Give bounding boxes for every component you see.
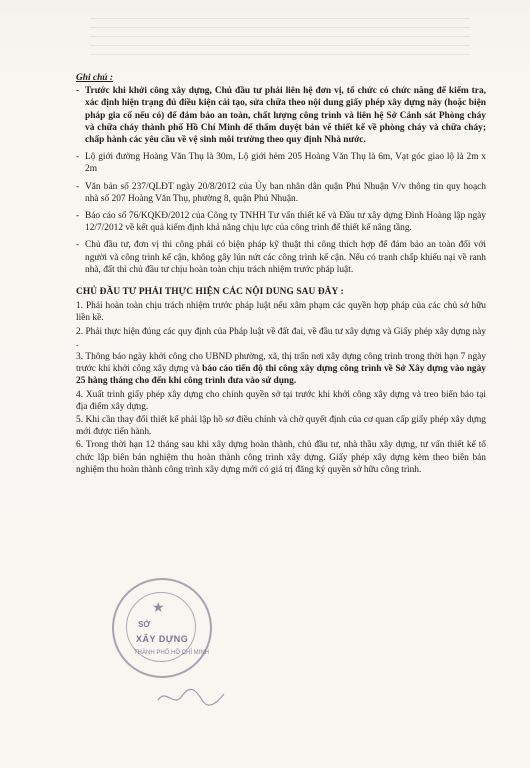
requirement-text: Trong thời hạn 12 tháng sau khi xây dựng hoàn thành, chủ đầu tư, nhà thầu xây dựng, tư vấn thiết kế tổ chức lập biên bản nghiệm thu hoàn thành công trình xây dựng. Giấy phép xây dựng kèm theo biên bản nghiệm thu hoàn thành công trình xây dựng mới có giá trị đăng ký quyền sở hữu công trình. — [76, 440, 486, 475]
note-item-1: - Trước khi khởi công xây dựng, Chủ đầu tư phải liên hệ đơn vị, tổ chức có chức năng để kiểm tra, xác định hiện trạng đủ điều kiện cải tạo, sửa chữa theo nội dung giấy phép xây dựng này (hoặc biện pháp gia cố nếu có) để đảm bảo an toàn, chất lượng công trình và liên hệ Sở Cảnh sát Phòng cháy và chữa cháy thành phố Hồ Chí Minh để thẩm duyệt bản vẽ thiết kế về phòng cháy và chữa cháy; chấp hành các yêu cầu về vệ sinh môi trường theo quy định Nhà nước. — [76, 85, 486, 146]
note-item-2: - Lộ giới đường Hoàng Văn Thụ là 30m, Lộ giới hẻm 205 Hoàng Văn Thụ là 6m, Vạt góc giao lộ là 2m x 2m — [76, 151, 486, 175]
requirement-2 — [76, 326, 486, 350]
seal-ring-text: THÀNH PHỐ HỒ CHÍ MINH — [134, 650, 209, 656]
requirement-4 — [76, 389, 486, 413]
requirement-3 — [76, 351, 486, 388]
seal-line-2: XÂY DỰNG — [136, 634, 189, 644]
requirement-text: Phải thực hiện đúng các quy định của Pháp luật về đất đai, về đầu tư xây dựng và Giấy phép xây dựng này . — [76, 326, 487, 349]
requirement-text: Khi cần thay đổi thiết kế phải lập hồ sơ điều chỉnh và chờ quyết định của cơ quan cấp giấy phép xây dựng mới được tiến hành. — [76, 415, 486, 438]
requirement-5 — [76, 414, 486, 438]
requirement-number: 3. — [76, 352, 84, 363]
requirement-number: 6. — [76, 440, 84, 451]
document-body — [76, 72, 486, 477]
section-title: CHỦ ĐẦU TƯ PHẢI THỰC HIỆN CÁC NỘI DUNG SAU ĐÂY : — [76, 287, 344, 298]
requirement-number: 5. — [76, 415, 84, 426]
requirement-text: Phải hoàn toàn chịu trách nhiệm trước pháp luật nếu xâm phạm các quyền hợp pháp của các chủ sở hữu liền kề. — [76, 301, 486, 324]
star-icon: ★ — [152, 601, 165, 616]
notes-list — [76, 85, 486, 276]
requirement-number: 2. — [76, 326, 84, 337]
requirement-number: 1. — [76, 301, 84, 312]
note-item-5: - Chủ đầu tư, đơn vị thi công phải có biện pháp kỹ thuật thi công thích hợp để đảm bảo an toàn đối với người và công trình kế cận, không gây lún nứt các công trình kế cận. Nếu có tranh chấp khiếu nại về ranh nhà, đất thì chủ đầu tư chịu hoàn toàn chịu trách nhiệm trước pháp luật. — [76, 239, 486, 276]
requirement-number: 4. — [76, 389, 84, 400]
signature — [156, 686, 226, 708]
requirement-6 — [76, 439, 486, 476]
note-item-4: - Báo cáo số 76/KQKĐ/2012 của Công ty TNHH Tư vấn thiết kế và Đầu tư xây dựng Đình Hoàng lập ngày 12/7/2012 về kết quả kiểm định khả năng chịu lực của công trình để thiết kế nâng tầng. — [76, 210, 486, 234]
notes-heading: Ghi chú : — [76, 73, 113, 83]
note-item-3: - Văn bản số 237/QLĐT ngày 20/8/2012 của Ủy ban nhân dân quận Phú Nhuận V/v thông tin quy hoạch nhà số 207 Hoàng Văn Thụ, phường 8, quận Phú Nhuận. — [76, 181, 486, 205]
requirement-text: Thông báo ngày khởi công cho UBND phường, xã, thị trấn nơi xây dựng công trình trong thời hạn 7 ngày trước khi khởi công xây dựng và — [76, 352, 486, 375]
bleed-through-text — [90, 18, 470, 58]
requirement-1 — [76, 300, 486, 324]
requirement-text-emphasis: báo cáo tiến độ thi công xây dựng công trình về Sở Xây dựng vào ngày 25 hàng tháng cho đến khi công trình đưa vào sử dụng. — [76, 364, 486, 387]
requirement-text: Xuất trình giấy phép xây dựng cho chính quyền sở tại trước khi khởi công xây dựng và treo biển báo tại địa điểm xây dựng. — [76, 389, 486, 412]
official-seal — [112, 578, 212, 678]
seal-line-1: SỞ — [138, 620, 151, 629]
requirements-list — [76, 300, 486, 476]
